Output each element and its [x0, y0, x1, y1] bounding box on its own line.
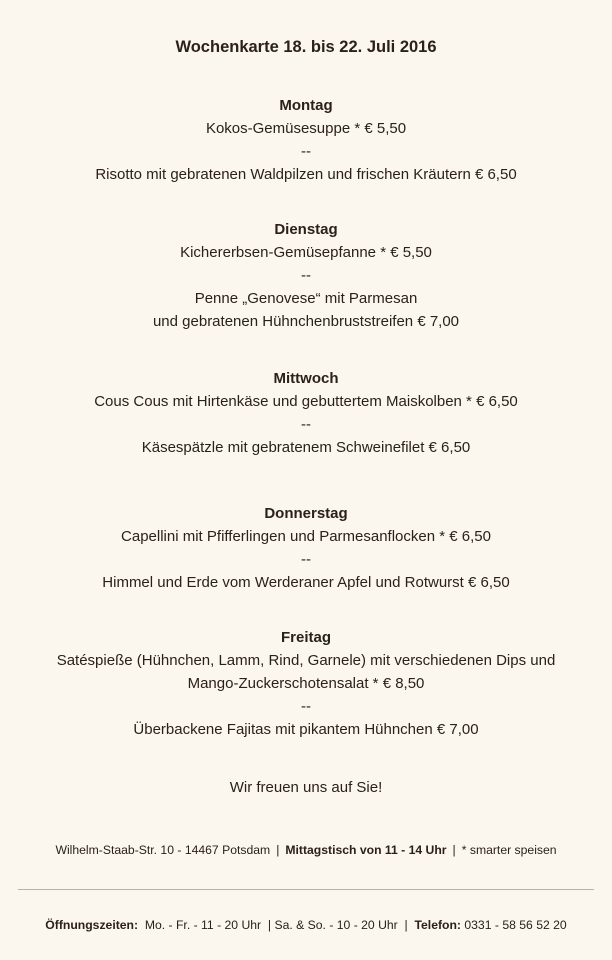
dish-line: Kokos-Gemüsesuppe * € 5,50	[205, 120, 407, 137]
dish-line: Risotto mit gebratenen Waldpilzen und frischen Kräutern € 6,50	[95, 166, 517, 183]
day-name: Freitag	[280, 629, 331, 646]
dish-line: Satéspieße (Hühnchen, Lamm, Rind, Garnele) mit verschiedenen Dips und	[56, 652, 556, 669]
menu-title: Wochenkarte 18. bis 22. Juli 2016	[175, 38, 437, 56]
day-section-dienstag	[0, 218, 612, 333]
footer-separator: |	[452, 843, 456, 857]
weekday-hours: Mo. - Fr. - 11 - 20 Uhr	[144, 918, 262, 932]
address-text: Wilhelm-Staab-Str. 10 - 14467 Potsdam	[55, 843, 271, 857]
dish-separator: --	[301, 143, 311, 160]
dish-line: und gebratenen Hühnchenbruststreifen € 7,00	[152, 313, 460, 330]
day-name: Montag	[279, 97, 333, 114]
opening-hours	[0, 918, 612, 932]
lunch-hours-text: Mittagstisch von 11 - 14 Uhr	[285, 843, 447, 857]
hours-separator: |	[404, 918, 408, 932]
dish-line: Kichererbsen-Gemüsepfanne * € 5,50	[180, 244, 432, 261]
hours-separator: |	[267, 918, 272, 932]
dish-separator: --	[301, 416, 311, 433]
day-section-montag	[0, 94, 612, 186]
closing-message: Wir freuen uns auf Sie!	[229, 779, 383, 796]
dish-line: Cous Cous mit Hirtenkäse und gebuttertem Maiskolben * € 6,50	[94, 393, 518, 410]
phone-label: Telefon:	[414, 918, 461, 932]
day-section-donnerstag	[0, 502, 612, 594]
divider-line	[18, 889, 594, 890]
footer-info	[0, 843, 612, 857]
day-name: Dienstag	[274, 221, 338, 238]
dish-line: Käsespätzle mit gebratenem Schweinefilet € 6,50	[141, 439, 471, 456]
dish-line: Mango-Zuckerschotensalat * € 8,50	[187, 675, 425, 692]
phone-number: 0331 - 58 56 52 20	[464, 918, 567, 932]
dish-line: Himmel und Erde vom Werderaner Apfel und Rotwurst € 6,50	[102, 574, 510, 591]
dish-line: Capellini mit Pfifferlingen und Parmesanflocken * € 6,50	[121, 528, 491, 545]
dish-separator: --	[301, 551, 311, 568]
dish-line: Penne „Genovese“ mit Parmesan	[194, 290, 418, 307]
weekend-hours: Sa. & So. - 10 - 20 Uhr	[274, 918, 398, 932]
note-text: * smarter speisen	[461, 843, 557, 857]
day-section-mittwoch	[0, 367, 612, 459]
dish-line: Überbackene Fajitas mit pikantem Hühnchen € 7,00	[133, 721, 479, 738]
day-name: Donnerstag	[264, 505, 348, 522]
day-section-freitag	[0, 626, 612, 741]
footer-separator: |	[276, 843, 280, 857]
day-name: Mittwoch	[273, 370, 339, 387]
opening-hours-label: Öffnungszeiten:	[45, 918, 139, 932]
dish-separator: --	[301, 267, 311, 284]
dish-separator: --	[301, 698, 311, 715]
